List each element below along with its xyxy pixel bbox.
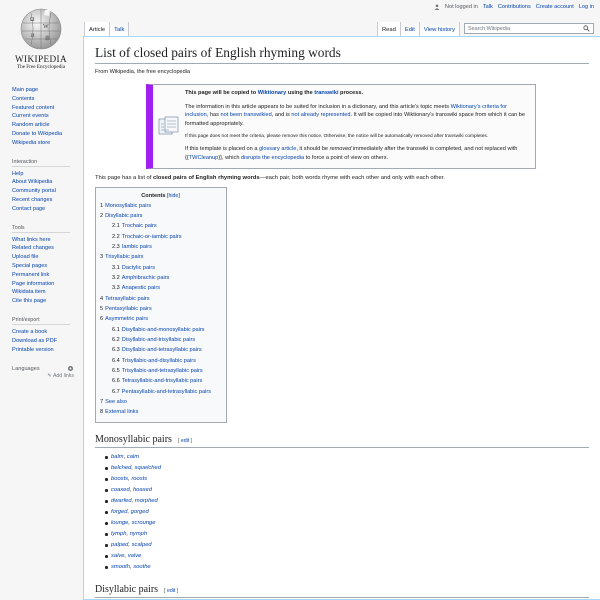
sidebar-item-contents[interactable]: Contents [12,95,35,102]
gear-icon[interactable] [67,365,74,372]
toc-item[interactable] [100,325,221,335]
sidebar-item-recent-changes[interactable]: Recent changes [12,196,53,203]
toc-item[interactable] [100,242,221,252]
notice-l1-c: using the [286,90,315,96]
sidebar-item-permanent-link[interactable]: Permanent link [12,271,50,278]
sidebar-item-cite-this-page[interactable]: Cite this page [12,298,47,305]
sidebar-item-what-links-here[interactable]: What links here [12,236,51,243]
toc-item-label[interactable]: Tetrasyllabic-and-trisyllabic pairs [121,378,203,385]
toc-item-label[interactable]: External links [105,409,139,416]
interaction-portal [12,159,76,214]
pair-word-link[interactable]: palped [111,541,129,548]
sidebar-item-random-article[interactable]: Random article [12,122,50,129]
tab-edit-label: Edit [404,27,415,33]
pair-separator: , [128,475,132,482]
pair-word-link[interactable]: valve [127,552,142,559]
notice-l4-a: If this template is placed on a [185,146,260,153]
toc-item[interactable] [100,387,221,397]
languages-heading: Languages [12,365,40,372]
sidebar-item-related-changes[interactable]: Related changes [12,245,54,252]
tools-portal [12,225,76,306]
pair-word-link[interactable]: calm [126,453,140,460]
intro-a: This page has a list of [95,174,154,181]
toc-item-label[interactable]: Pentasyllabic-and-tetrasyllabic pairs [121,388,212,395]
toc-item-number: 2 [100,212,104,219]
toc-item[interactable] [100,252,221,262]
tab-article[interactable] [84,22,110,36]
sidebar-item-upload-file[interactable]: Upload file [12,254,39,261]
pair-word-link[interactable]: belched [111,464,132,471]
pair-word-link[interactable]: gorged [130,508,149,515]
toc-item-label[interactable]: Trochaic pairs [121,223,157,230]
toc-item-label[interactable]: Disyllabic-and-monosyllabic pairs [121,326,205,333]
notice-l1-e: process. [338,90,364,96]
personal-tools [434,4,594,10]
pair-word-link[interactable]: roosts [131,475,148,482]
pair-separator: , [131,464,135,471]
logo-wordmark: WIKIPEDIA [14,54,68,64]
toc-item[interactable] [100,294,221,304]
notice-l2-c: , has [206,112,221,119]
toc-item[interactable] [100,211,221,221]
notice-l4-c: , it should be [296,146,330,153]
log-in-link[interactable]: Log in [578,4,594,10]
search-icon[interactable] [583,25,590,32]
disrupts-link[interactable]: disrupts the encyclopedia [241,154,305,161]
toc-item-label[interactable]: Trisyllabic-and-disyllabic pairs [121,357,196,364]
toc-item-number: 3 [100,254,104,261]
pair-word-link[interactable]: dwarfed [111,497,132,504]
page-title: List of closed pairs of English rhyming words [95,45,589,64]
toc-item[interactable] [100,263,221,273]
table-of-contents [95,187,227,423]
sidebar-item-wikidata-item[interactable]: Wikidata item [12,289,46,296]
toc-item[interactable] [100,221,221,231]
toc-item[interactable] [100,376,221,386]
toc-item-number: 8 [100,409,104,416]
tab-read-label: Read [381,27,396,33]
pair-word-link[interactable]: forged [111,508,128,515]
interaction-heading: Interaction [12,159,70,167]
list-item [105,452,589,463]
pair-word-link[interactable]: soothe [133,563,151,570]
list-item [105,496,589,507]
sidebar-item-about[interactable]: About Wikipedia [12,179,53,186]
toc-item-label[interactable]: Disyllabic pairs [105,212,143,219]
logo-tagline: The Free Encyclopedia [16,64,66,70]
pair-word-link[interactable]: morphed [134,497,158,504]
list-item [105,463,589,474]
pair-word-link[interactable]: smooth [111,563,131,570]
not-transwikied-link[interactable]: not been transwikied [220,112,272,119]
toc-item-label[interactable]: Tetrasyllabic pairs [105,295,150,302]
toc-list [100,201,221,418]
user-icon [434,4,440,10]
intro-c: —each pair, both words rhyme with each other and only with each other. [259,174,445,181]
toc-item-label[interactable]: Trisyllabic-and-tetrasyllabic pairs [121,368,203,375]
pair-word-link[interactable]: scalped [131,541,152,548]
svg-text:Ω: Ω [30,17,35,23]
pair-word-link[interactable]: lymph [111,530,127,537]
pair-separator: , [129,486,133,493]
transwiki-link[interactable]: transwiki [314,90,339,96]
pair-separator: , [127,508,131,515]
search-placeholder: Search Wikipedia [468,25,510,32]
pair-word-link[interactable]: salve [111,552,125,559]
transwiki-notice [146,84,536,169]
toc-item[interactable] [100,397,221,407]
toc-item-label[interactable]: Dactylic pairs [121,264,156,271]
pair-word-link[interactable]: nymph [129,530,148,537]
svg-text:W: W [43,24,49,30]
section-title-monosyllabic: Monosyllabic pairs [95,433,172,445]
toc-title-row: Contents [hide] [141,192,180,199]
twcleanup-link[interactable]: TWCleanup [188,154,219,161]
toc-item-label[interactable]: Iambic pairs [121,243,152,250]
notice-image [157,89,185,163]
pair-word-link[interactable]: coaxed [111,486,130,493]
toc-item-number: 6.7 [112,388,120,395]
list-item [105,518,589,529]
toc-item[interactable] [100,356,221,366]
sidebar-item-create-book[interactable]: Create a book [12,328,48,335]
wikipedia-logo[interactable] [10,7,72,70]
notice-l2-e: , and is [271,112,292,119]
toc-item-number: 3.2 [112,274,120,281]
tab-talk[interactable] [110,22,129,36]
talk-link[interactable]: Talk [482,4,493,10]
sidebar-item-main-page[interactable]: Main page [12,87,39,93]
criteria-link[interactable]: Wiktionary's criteria for inclusion [185,103,507,119]
list-item [105,474,589,485]
toc-item-label[interactable]: Monosyllabic pairs [105,202,152,209]
print-heading: Print/export [12,317,70,325]
glossary-article-link[interactable]: glossary article [259,146,297,153]
sidebar-item-special-pages[interactable]: Special pages [12,262,48,269]
print-portal [12,317,76,354]
content-area [83,36,600,600]
toc-item-number: 2.2 [112,233,120,240]
namespace-tabs [84,22,129,36]
section-heading-monosyllabic [95,434,589,448]
toc-item-number: 7 [100,399,104,406]
pair-word-link[interactable]: squelched [134,464,161,471]
pair-separator: , [126,530,130,537]
puzzle-globe-icon [19,7,63,51]
notice-l2-g: . It will be copied into Wiktionary's transwiki space from which it can be formatted appropriately. [185,112,526,127]
sidebar-item-printable-version[interactable]: Printable version [12,346,54,353]
edit-section-link-monosyllabic[interactable]: edit [180,437,190,444]
pair-word-link[interactable]: scrounge [131,519,156,526]
not-represented-link[interactable]: not already represented [291,112,351,119]
pair-word-link[interactable]: hoaxed [132,486,152,493]
notice-l4-i: to force a point of view on others. [304,154,389,161]
sidebar-item-download-pdf[interactable]: Download as PDF [12,337,58,344]
create-account-link[interactable]: Create account [535,4,574,10]
toc-item-number: 6.1 [112,326,120,333]
add-links-label: Add links [52,373,74,380]
tab-edit[interactable] [401,22,420,36]
toc-item-number: 3.3 [112,285,120,292]
list-item [105,562,589,573]
sidebar-item-community-portal[interactable]: Community portal [12,188,56,195]
sidebar-item-featured-content[interactable]: Featured content [12,104,55,111]
toc-item-label[interactable]: Amphibrachic pairs [121,274,170,281]
navigation-portal [12,86,76,148]
pair-word-link[interactable]: lounge [111,519,129,526]
tools-heading: Tools [12,225,70,233]
toc-item[interactable] [100,283,221,293]
toc-item-number: 6.5 [112,368,120,375]
notice-l4-e: immediately after the transwiki is completed, and not replaced with {{ [185,146,518,161]
sidebar-item-current-events[interactable]: Current events [12,113,49,120]
toc-item-number: 1 [100,202,104,209]
toc-item-number: 6.2 [112,337,120,344]
sidebar-item-help[interactable]: Help [12,170,24,177]
toc-item[interactable] [100,407,221,417]
list-item [105,507,589,518]
toc-hide-toggle[interactable]: hide [168,192,179,199]
tab-view-history[interactable] [420,22,460,36]
list-item [105,529,589,540]
toc-item[interactable] [100,314,221,324]
toc-item-label[interactable]: Asymmetric pairs [105,316,149,323]
sidebar-item-donate[interactable]: Donate to Wikipedia [12,130,63,137]
pair-word-link[interactable]: boosts [111,475,129,482]
view-tabs [377,22,594,36]
toc-item-label[interactable]: Trochaic-or-iambic pairs [121,233,182,240]
tab-article-label: Article [89,27,106,33]
pair-separator: , [130,563,134,570]
notice-l4-g: }}, which [218,154,241,161]
toc-item-label[interactable]: Disyllabic-and-tetrasyllabic pairs [121,347,202,354]
toc-item-number: 4 [100,295,104,302]
toc-item-label[interactable]: See also [105,399,127,406]
section-heading-disyllabic [95,584,589,598]
pair-separator: , [128,541,132,548]
tab-read[interactable] [377,22,401,36]
pair-separator: , [128,519,132,526]
pair-word-link[interactable]: balm [111,453,124,460]
notice-l2-a: The information in this article appears to be suited for inclusion in a dictionary, and this article's topic meets [185,103,451,110]
toc-item-label[interactable]: Trisyllabic pairs [105,254,144,261]
intro-paragraph [95,175,589,181]
wiktionary-link[interactable]: Wiktionary [257,90,287,96]
toc-item-number: 2.1 [112,223,120,230]
toc-item[interactable] [100,304,221,314]
pair-separator: , [123,453,127,460]
toc-item-number: 6.6 [112,378,120,385]
sidebar-item-store[interactable]: Wikipedia store [12,139,51,146]
transwiki-icon [158,116,180,136]
section-title-disyllabic: Disyllabic pairs [95,583,159,595]
toc-item-number: 6.4 [112,357,120,364]
notice-l1-a: This page will be copied to [185,90,258,96]
sidebar-item-page-information[interactable]: Page information [12,280,55,287]
languages-portal [12,365,76,379]
toc-item[interactable] [100,345,221,355]
toc-item-label[interactable]: Anapestic pairs [121,285,161,292]
toc-item-label[interactable]: Disyllabic-and-trisyllabic pairs [121,337,196,344]
list-item [105,540,589,551]
add-links-link[interactable]: ✎ Add links [47,373,74,380]
not-logged-in-text: Not logged in [444,4,478,10]
site-subtitle: From Wikipedia, the free encyclopedia [95,69,191,75]
svg-text:維: 維 [45,37,51,42]
monosyllabic-list [105,452,589,573]
toc-title: Contents [141,192,166,199]
toc-item-number: 2.3 [112,243,120,250]
list-item [105,551,589,562]
list-item [105,485,589,496]
toc-item-number: 5 [100,306,104,312]
tab-history-label: View history [423,27,455,33]
search-input[interactable] [464,23,594,34]
toc-item[interactable] [100,273,221,283]
toc-item-number: 3.1 [112,264,120,271]
toc-item[interactable] [100,335,221,345]
edit-section-link-disyllabic[interactable]: edit [166,587,176,594]
svg-text:И: И [31,34,35,39]
toc-item-label[interactable]: Pentasyllabic pairs [105,306,152,312]
sidebar-item-contact-page[interactable]: Contact page [12,205,46,212]
section-edit-disyllabic: [ edit ] [164,587,179,594]
contributions-link[interactable]: Contributions [497,4,531,10]
sidebar [12,86,76,390]
toc-item[interactable] [100,232,221,242]
toc-item[interactable] [100,366,221,376]
pair-separator: , [124,552,128,559]
tab-talk-label: Talk [114,27,125,33]
section-edit-monosyllabic: [ edit ] [177,437,193,444]
toc-item-number: 6 [100,316,104,323]
intro-b: closed pairs of English rhyming words [153,174,260,181]
notice-text [185,89,529,163]
notice-removal-text: If this page does not meet the criteria, please remove this notice. Otherwise, the notice will be automatically removed after transwiki completes. [185,134,489,140]
toc-item-number: 6.3 [112,347,120,354]
notice-l4-d: removed [329,146,352,153]
toc-item[interactable] [100,201,221,211]
pair-separator: , [131,497,135,504]
